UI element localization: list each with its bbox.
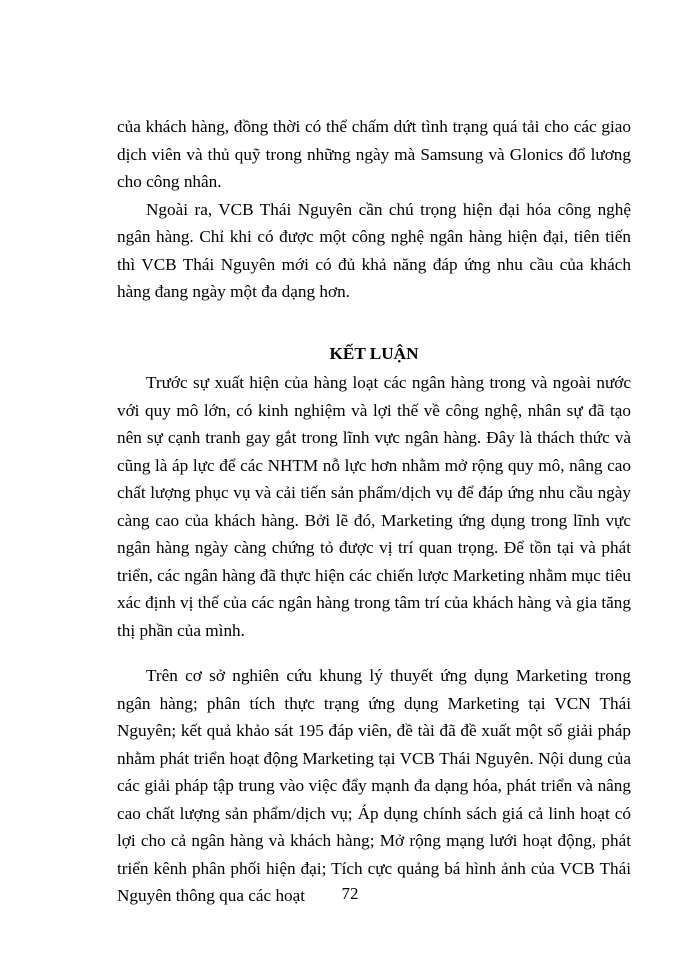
continuation-paragraph: của khách hàng, đồng thời có thể chấm dứt tình trạng quá tải cho các giao dịch viên và thủ quỹ trong những ngày mà Samsung và Glonics đổ lương cho công nhân.: [117, 117, 631, 191]
conclusion-heading: KẾT LUẬN: [329, 343, 419, 363]
page-body: [117, 113, 631, 910]
conclusion-paragraph-2: Trên cơ sở nghiên cứu khung lý thuyết ứng dụng Marketing trong ngân hàng; phân tích thực trạng ứng dụng Marketing tại VCN Thái Nguyên; kết quả khảo sát 195 đáp viên, đề tài đã đề xuất một số giải pháp nhằm phát triển hoạt động Marketing tại VCB Thái Nguyên. Nội dung của các giải pháp tập trung vào việc đẩy mạnh đa dạng hóa, phát triển và nâng cao chất lượng sản phẩm/dịch vụ; Áp dụng chính sách giá cả linh hoạt có lợi cho cả ngân hàng và khách hàng; Mở rộng mạng lưới hoạt động, phát triển kênh phân phối hiện đại; Tích cực quảng bá hình ảnh của VCB Thái Nguyên thông qua các hoạt: [117, 666, 631, 905]
conclusion-paragraph-1: Trước sự xuất hiện của hàng loạt các ngân hàng trong và ngoài nước với quy mô lớn, có kinh nghiệm và lợi thế về công nghệ, nhân sự đã tạo nên sự cạnh tranh gay gắt trong lĩnh vực ngân hàng. Đây là thách thức và cũng là áp lực để các NHTM nỗ lực hơn nhằm mở rộng quy mô, nâng cao chất lượng phục vụ và cải tiến sản phẩm/dịch vụ để đáp ứng nhu cầu ngày càng cao của khách hàng. Bởi lẽ đó, Marketing ứng dụng trong lĩnh vực ngân hàng ngày càng chứng tỏ được vị trí quan trọng. Để tồn tại và phát triển, các ngân hàng đã thực hiện các chiến lược Marketing nhằm mục tiêu xác định vị thế của các ngân hàng trong tâm trí của khách hàng và gia tăng thị phần của mình.: [117, 373, 631, 640]
paragraph-modernization: Ngoài ra, VCB Thái Nguyên cần chú trọng hiện đại hóa công nghệ ngân hàng. Chỉ khi có được một công nghệ ngân hàng hiện đại, tiên tiến thì VCB Thái Nguyên mới có đủ khả năng đáp ứng nhu cầu của khách hàng đang ngày một đa dạng hơn.: [117, 199, 631, 301]
page-number: 72: [341, 884, 359, 903]
